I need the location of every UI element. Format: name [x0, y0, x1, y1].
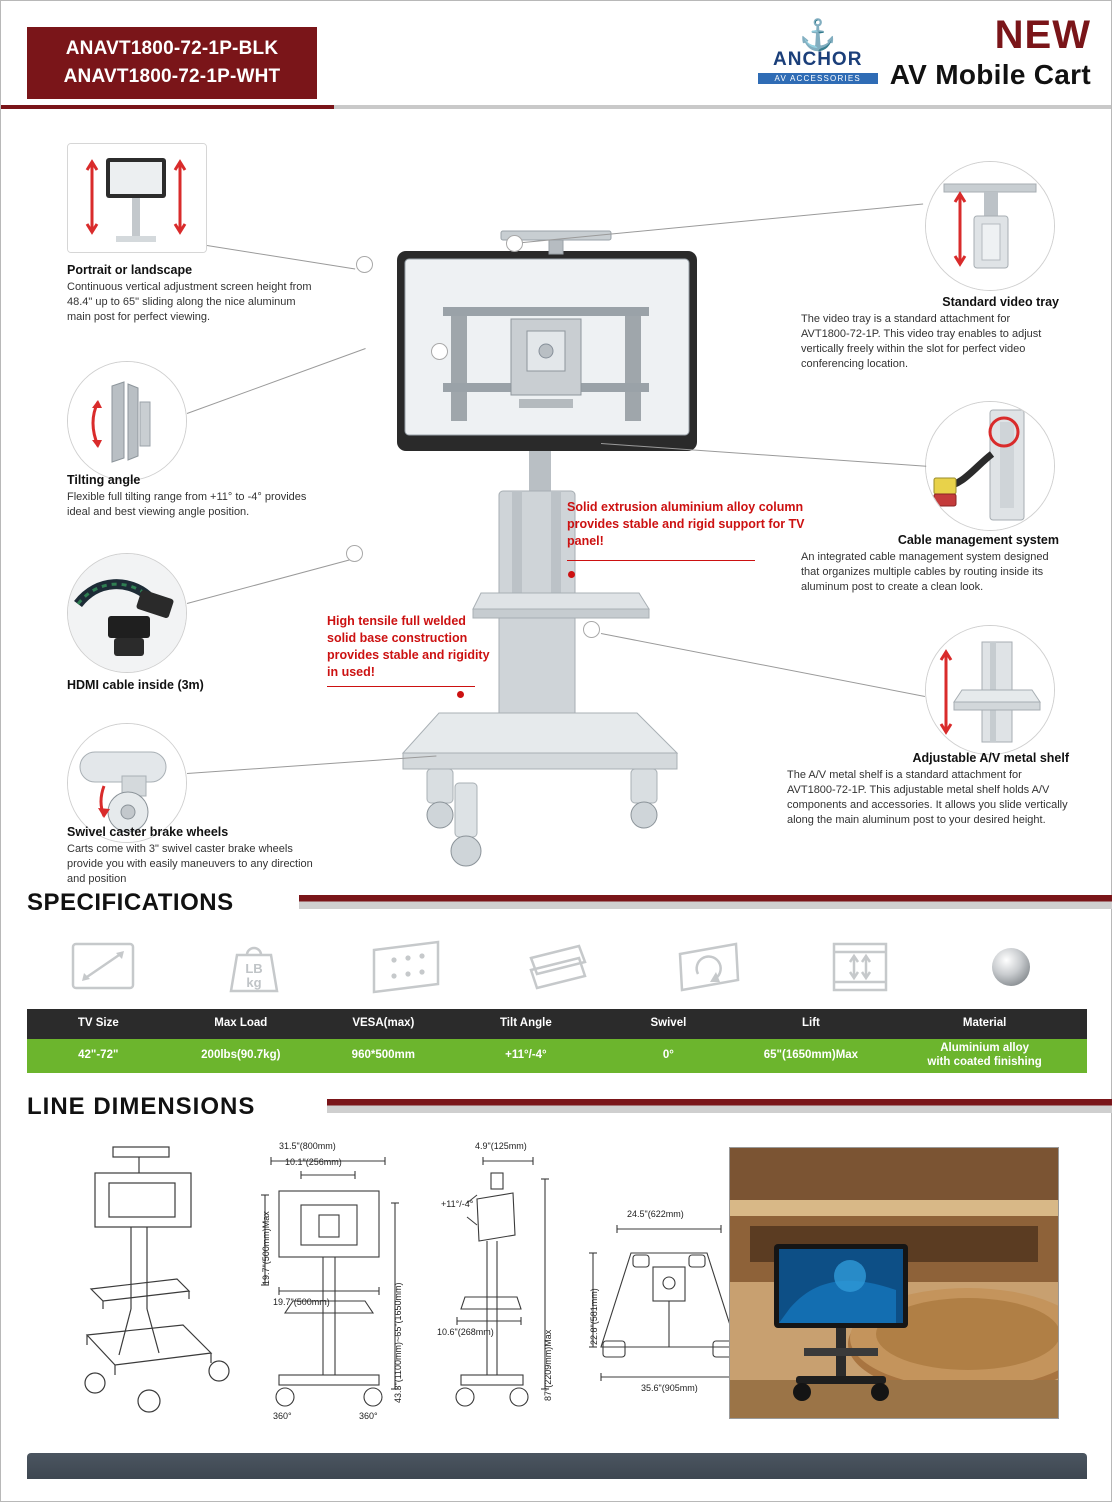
spec-value-tilt-angle: +11°/-4° — [505, 1049, 547, 1062]
caption-cable-management — [801, 533, 1059, 595]
dim-rotation-right: 360° — [359, 1411, 378, 1421]
spec-table-value-row — [27, 1039, 1087, 1073]
max-load-icon-lb: LB — [245, 961, 263, 976]
callout-column-dot — [568, 571, 575, 578]
spec-value-material-line1: Aluminium alloy — [940, 1042, 1030, 1055]
spec-value-max-load: 200lbs(90.7kg) — [201, 1049, 281, 1062]
vesa-icon — [330, 927, 481, 1007]
thumb-cable-management — [925, 401, 1055, 531]
product-title: AV Mobile Cart — [889, 59, 1091, 90]
brand-name: ANCHOR — [773, 49, 863, 70]
drawing-side-view — [431, 1139, 571, 1429]
callout-column — [567, 499, 807, 550]
spec-value-vesa: 960*500mm — [351, 1049, 415, 1062]
spec-value-material — [882, 1039, 1087, 1073]
caption-tilting-angle — [67, 473, 317, 520]
caption-hdmi-cable — [67, 678, 317, 695]
application-photo — [729, 1147, 1059, 1419]
tv-size-icon — [27, 927, 178, 1007]
spec-table-header-row — [27, 1009, 1087, 1039]
spec-value-swivel: 0° — [662, 1049, 674, 1062]
lift-icon — [784, 927, 935, 1007]
dim-tilt-range: +11°/-4° — [441, 1199, 474, 1209]
material-icon — [936, 927, 1087, 1007]
callout-base — [327, 613, 497, 681]
feature-title-hdmi: HDMI cable inside (3m) — [67, 678, 204, 692]
caption-swivel-caster — [67, 825, 317, 887]
brand-block — [758, 15, 1091, 91]
dim-rotation-left: 360° — [273, 1411, 292, 1421]
feature-text-tilt: Flexible full tilting range from +11° to -4° provides ideal and best viewing angle position. — [67, 491, 307, 518]
specifications-icon-row — [27, 927, 1087, 1007]
sku-badge — [27, 27, 317, 99]
feature-text-portrait: Continuous vertical adjustment screen height from 48.4" up to 65" sliding along the nice aluminum main post for perfect viewing. — [67, 281, 312, 323]
spec-header-material: Material — [962, 1017, 1007, 1030]
leader-line-tilt — [187, 348, 366, 414]
new-label: NEW — [994, 13, 1091, 57]
dim-tray-depth: 4.9"(125mm) — [475, 1141, 527, 1151]
thumb-av-shelf — [925, 625, 1055, 755]
callout-base-rule — [327, 686, 475, 687]
dim-overall-height: 87"(2209mm)Max — [543, 1329, 553, 1401]
spec-header-swivel: Swivel — [650, 1017, 687, 1030]
dim-width-top: 31.5"(800mm) — [279, 1141, 336, 1151]
brand-subtitle: AV ACCESSORIES — [758, 73, 878, 84]
spec-header-tv-size: TV Size — [77, 1017, 119, 1030]
thumb-tilting-angle — [67, 361, 187, 481]
features-section — [1, 113, 1111, 883]
spec-header-tilt-angle: Tilt Angle — [499, 1017, 552, 1030]
page-header — [1, 1, 1111, 111]
feature-title-tilt: Tilting angle — [67, 473, 141, 487]
leader-node-hdmi — [346, 545, 363, 562]
max-load-icon-kg: kg — [246, 975, 262, 990]
sku-white: ANAVT1800-72-1P-WHT — [63, 66, 281, 87]
dim-height-post: 19.7"(500mm)Max — [261, 1211, 271, 1285]
drawing-perspective — [73, 1139, 243, 1419]
feature-title-shelf: Adjustable A/V metal shelf — [912, 751, 1069, 765]
leader-node-videotray — [506, 235, 523, 252]
anchor-logo — [758, 21, 878, 84]
thumb-hdmi-cable — [67, 553, 187, 673]
max-load-icon — [178, 927, 329, 1007]
dim-shelf-depth: 10.6"(268mm) — [437, 1327, 494, 1337]
spec-value-tv-size: 42"-72" — [78, 1049, 119, 1062]
specifications-rule — [299, 895, 1112, 909]
specifications-title: SPECIFICATIONS — [27, 889, 234, 916]
thumb-portrait-landscape — [67, 143, 207, 253]
leader-line-hdmi — [187, 556, 361, 604]
feature-text-cable: An integrated cable management system designed that organizes multiple cables by routing inside its aluminum post to create a clean look. — [801, 551, 1049, 593]
feature-title-videotray: Standard video tray — [942, 295, 1059, 309]
dim-total-height-range: 43.3"(1100mm)~65"(1650mm) — [393, 1282, 403, 1403]
footer-bar — [27, 1453, 1087, 1479]
specifications-header — [27, 889, 1087, 919]
caption-av-shelf — [787, 751, 1069, 827]
product-illustration — [381, 223, 731, 903]
caption-portrait-landscape — [67, 263, 317, 325]
feature-text-caster: Carts come with 3" swivel caster brake wheels provide you with easily maneuvers to any direction and position — [67, 843, 313, 885]
caption-video-tray — [801, 295, 1059, 371]
spec-header-vesa: VESA(max) — [352, 1017, 415, 1030]
spec-header-max-load: Max Load — [214, 1017, 268, 1030]
feature-text-shelf: The A/V metal shelf is a standard attachment for AVT1800-72-1P. This adjustable metal shelf holds A/V components and accessories. It allows you slide vertically along the main aluminum post to your desired height. — [787, 769, 1068, 826]
feature-title-cable: Cable management system — [897, 533, 1059, 547]
specifications-table — [27, 1009, 1087, 1073]
leader-node-tilt — [431, 343, 448, 360]
dim-base-width: 19.7"(500mm) — [273, 1297, 330, 1307]
spec-value-lift: 65"(1650mm)Max — [763, 1049, 859, 1062]
anchor-icon: ⚓ — [799, 19, 837, 52]
thumb-video-tray — [925, 161, 1055, 291]
spec-header-lift: Lift — [801, 1017, 820, 1030]
spec-value-material-line2: with coated finishing — [927, 1056, 1042, 1068]
drawing-front-view — [249, 1139, 409, 1429]
callout-column-rule — [567, 560, 755, 561]
feature-text-videotray: The video tray is a standard attachment for AVT1800-72-1P. This video tray enables to adjust vertically freely within the slot for perfect video conferencing location. — [801, 313, 1042, 370]
leader-node-portrait — [356, 256, 373, 273]
callout-base-text: High tensile full welded solid base construction provides stable and rigidity in used! — [327, 614, 490, 679]
callout-base-dot — [457, 691, 464, 698]
sku-black: ANAVT1800-72-1P-BLK — [65, 38, 279, 60]
dim-width-inner: 10.1"(256mm) — [285, 1157, 342, 1167]
swivel-icon — [633, 927, 784, 1007]
tilt-angle-icon — [481, 927, 632, 1007]
dim-base-width-bottom: 35.6"(905mm) — [641, 1383, 698, 1393]
leader-node-shelf — [583, 621, 600, 638]
header-divider — [1, 105, 1111, 109]
feature-title-caster: Swivel caster brake wheels — [67, 825, 229, 839]
line-dimensions-title: LINE DIMENSIONS — [27, 1093, 256, 1120]
line-dimensions-header — [27, 1093, 1087, 1123]
dim-base-side: 22.8"(581mm) — [589, 1288, 599, 1345]
callout-column-text: Solid extrusion aluminium alloy column provides stable and rigid support for TV panel! — [567, 500, 805, 548]
title-block — [890, 15, 1091, 91]
dim-base-depth-top: 24.5"(622mm) — [627, 1209, 684, 1219]
feature-title-portrait: Portrait or landscape — [67, 263, 193, 277]
line-dimensions-rule — [327, 1099, 1112, 1113]
